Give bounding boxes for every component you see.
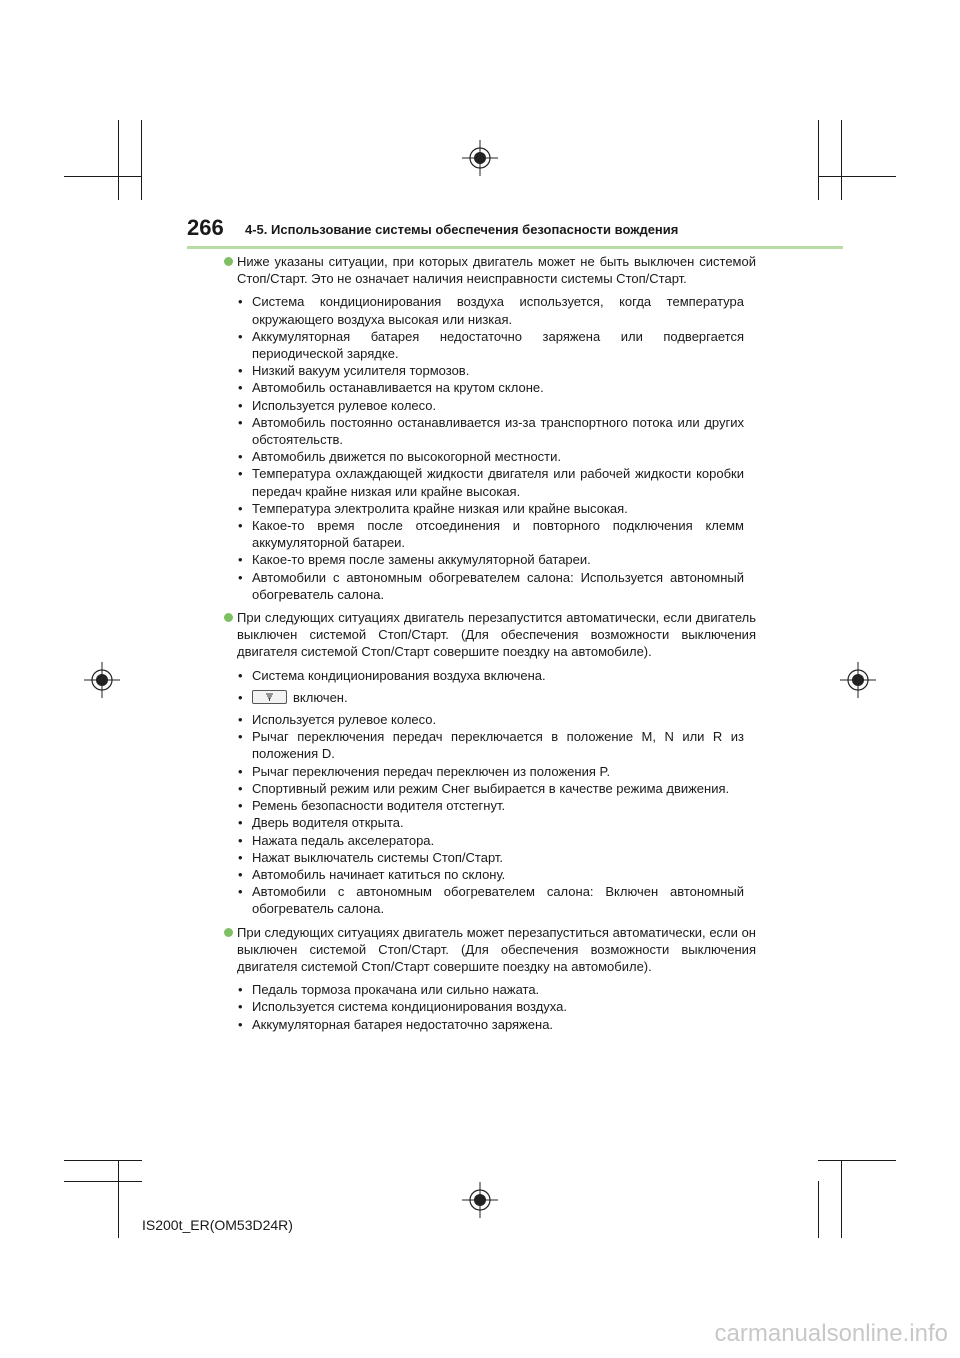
section-title: 4-5. Использование системы обеспечения безопасности вождения bbox=[245, 222, 679, 237]
list-item: • включен. bbox=[238, 689, 348, 705]
list-item: • Низкий вакуум усилителя тормозов. bbox=[238, 363, 470, 379]
list-item: • Система кондиционирования воздуха включена. bbox=[238, 667, 546, 683]
list-item: • Ремень безопасности водителя отстегнут. bbox=[238, 798, 506, 814]
list-item: • Используется рулевое колесо. bbox=[238, 397, 437, 413]
green-bullet-icon bbox=[224, 257, 233, 266]
registration-target-icon bbox=[462, 1182, 498, 1218]
crop-mark bbox=[64, 176, 142, 177]
list-item: • Спортивный режим или режим Снег выбирается в качестве режима движения. bbox=[238, 780, 730, 796]
list-item: • Рычаг переключения передач переключается в положение M, N или R из положения D. bbox=[238, 729, 744, 762]
list-item: • Температура электролита крайне низкая или крайне высокая. bbox=[238, 500, 628, 516]
crop-mark bbox=[64, 1160, 142, 1161]
list-item: • Какое-то время после отсоединения и повторного подключения клемм аккумуляторной батареи. bbox=[238, 518, 744, 551]
list-item: • Нажата педаль акселератора. bbox=[238, 832, 435, 848]
crop-mark bbox=[818, 1181, 819, 1238]
list-item: • Автомобиль движется по высокогорной местности. bbox=[238, 449, 562, 465]
list-item: • Рычаг переключения передач переключен из положения P. bbox=[238, 763, 611, 779]
list-item: • Автомобили с автономным обогревателем салона: Используется автономный обогреватель салона. bbox=[238, 569, 744, 602]
crop-mark bbox=[841, 120, 842, 200]
list-item: • Автомобиль постоянно останавливается из-за транспортного потока или других обстоятельств. bbox=[238, 414, 744, 448]
crop-mark bbox=[141, 120, 142, 200]
crop-mark bbox=[818, 176, 896, 177]
list-item: • Используется рулевое колесо. bbox=[238, 712, 437, 728]
list-item: • Аккумуляторная батарея недостаточно заряжена или подвергается периодической зарядке. bbox=[238, 328, 744, 362]
page-content bbox=[224, 253, 756, 1033]
condition-list bbox=[224, 667, 756, 918]
header-divider bbox=[187, 246, 843, 249]
paragraph-may-restart bbox=[224, 924, 756, 976]
paragraph-no-stop bbox=[224, 253, 756, 287]
document-code: IS200t_ER(OM53D24R) bbox=[142, 1217, 293, 1233]
list-item: • Автомобиль останавливается на крутом склоне. bbox=[238, 380, 544, 396]
paragraph-text: При следующих ситуациях двигатель перезапустится автоматически, если двигатель выключен системой Стоп/Старт. (Для обеспечения возможности выключения двигателя системой Стоп/Старт совершите поездку на автомобиле). bbox=[237, 610, 756, 660]
page-number: 266 bbox=[187, 215, 224, 240]
green-bullet-icon bbox=[224, 613, 233, 622]
list-item: • Нажат выключатель системы Стоп/Старт. bbox=[238, 849, 504, 865]
crop-mark bbox=[818, 1160, 896, 1161]
list-item: • Какое-то время после замены аккумуляторной батареи. bbox=[238, 552, 591, 568]
list-item: • Автомобиль начинает катиться по склону. bbox=[238, 866, 506, 882]
page-header bbox=[187, 215, 843, 249]
crop-mark bbox=[118, 120, 119, 200]
list-item: • Температура охлаждающей жидкости двигателя или рабочей жидкости коробки передач крайне низкая или крайне высокая. bbox=[238, 466, 744, 499]
list-item: • Педаль тормоза прокачана или сильно нажата. bbox=[238, 982, 540, 998]
watermark: carmanualsonline.info bbox=[714, 1320, 948, 1347]
crop-mark bbox=[818, 120, 819, 200]
registration-target-icon bbox=[462, 140, 498, 176]
registration-target-icon bbox=[840, 662, 876, 698]
paragraph-text: При следующих ситуациях двигатель может перезапуститься автоматически, если он выключен системой Стоп/Старт. (Для обеспечения возможности выключения двигателя системой Стоп/Старт совершите поездку на автомобиле). bbox=[237, 924, 756, 974]
defroster-switch-icon bbox=[252, 690, 287, 704]
green-bullet-icon bbox=[224, 928, 233, 937]
crop-mark bbox=[118, 1160, 119, 1238]
crop-mark bbox=[64, 1181, 142, 1182]
list-item: • Автомобили с автономным обогревателем салона: Включен автономный обогреватель салона. bbox=[238, 884, 744, 917]
condition-list bbox=[224, 981, 756, 1033]
condition-list bbox=[224, 293, 756, 603]
crop-mark bbox=[841, 1160, 842, 1238]
paragraph-restart bbox=[224, 609, 756, 661]
list-item: • Дверь водителя открыта. bbox=[238, 815, 404, 831]
paragraph-text: Ниже указаны ситуации, при которых двигатель может не быть выключен системой Стоп/Старт. Это не означает наличия неисправности системы Стоп/Старт. bbox=[237, 254, 756, 287]
registration-target-icon bbox=[84, 662, 120, 698]
list-item: • Система кондиционирования воздуха используется, когда температура окружающего воздуха высокая или низкая. bbox=[238, 294, 744, 327]
list-item: • Аккумуляторная батарея недостаточно заряжена. bbox=[238, 1016, 554, 1032]
list-item: • Используется система кондиционирования воздуха. bbox=[238, 999, 568, 1015]
